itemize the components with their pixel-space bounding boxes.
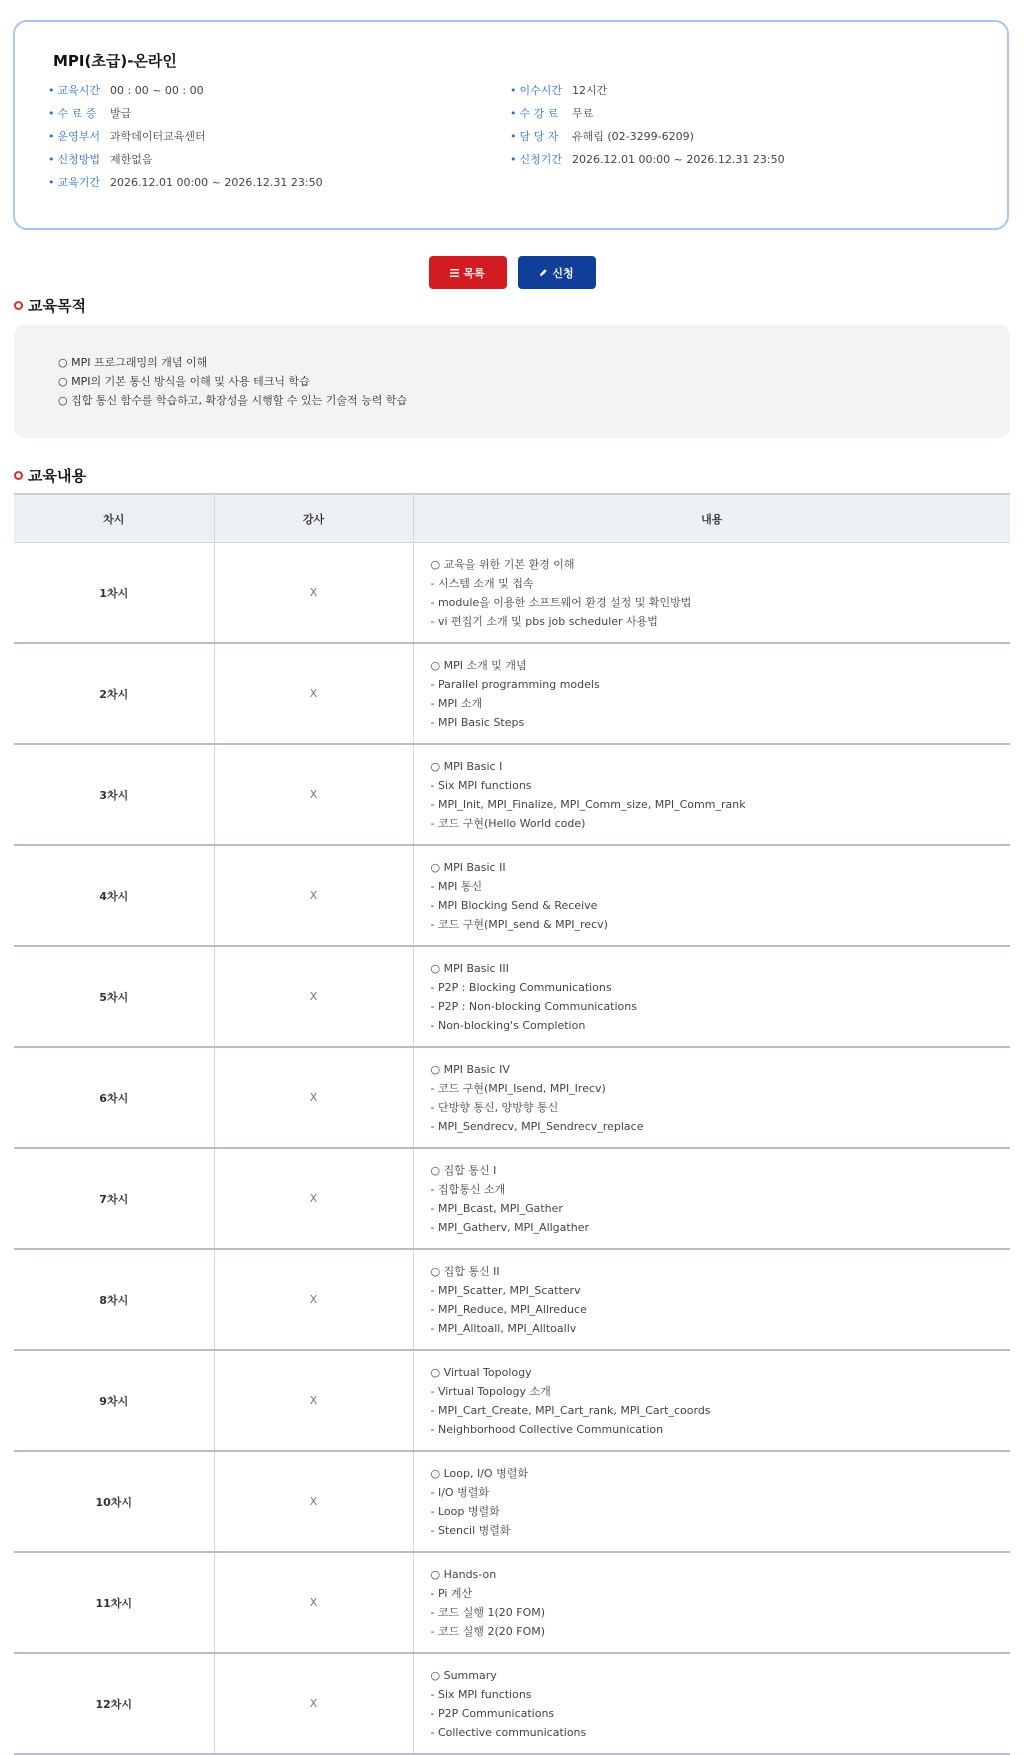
table-row (14, 1047, 1010, 1148)
info-label: • 수 강 료 (510, 107, 572, 121)
purpose-box (14, 325, 1010, 438)
info-label: • 담 당 자 (510, 130, 572, 144)
info-label: • 신청방법 (48, 153, 110, 167)
content-line: - MPI Blocking Send & Receive (430, 898, 598, 912)
content-cell (413, 744, 1010, 845)
course-title: MPI(초급)-온라인 (53, 52, 177, 70)
content-line: ○ MPI Basic IV (430, 1062, 510, 1076)
content-line: - Parallel programming models (430, 677, 600, 691)
info-label: • 운영부서 (48, 130, 110, 144)
list-button[interactable] (429, 256, 507, 289)
apply-button[interactable] (518, 256, 596, 289)
content-line: ○ 집합 통신 II (430, 1264, 500, 1278)
content-line: ○ Summary (430, 1668, 497, 1682)
curriculum-table (14, 493, 1010, 1755)
apply-button-label: 신청 (552, 266, 574, 280)
info-row-edu-period (48, 176, 323, 190)
content-line: - MPI_Sendrecv, MPI_Sendrecv_replace (430, 1119, 644, 1133)
info-label: • 이수시간 (510, 84, 572, 98)
content-line: - module을 이용한 소프트웨어 환경 설정 및 확인방법 (430, 595, 692, 609)
content-line: - Loop 병렬화 (430, 1504, 500, 1518)
course-info-box (13, 20, 1009, 230)
header-instructor: 강사 (214, 494, 413, 543)
content-line: - Non-blocking's Completion (430, 1018, 586, 1032)
content-line: - MPI 통신 (430, 879, 483, 893)
content-cell (413, 1350, 1010, 1451)
content-line: ○ MPI Basic III (430, 961, 509, 975)
instructor-cell: X (214, 1552, 413, 1653)
purpose-title-text: 교육목적 (28, 297, 86, 315)
content-line: - Pi 계산 (430, 1586, 473, 1600)
table-header-row (14, 494, 1010, 543)
content-line: - 코드 구현(MPI_send & MPI_recv) (430, 917, 608, 931)
content-cell (413, 643, 1010, 744)
content-line: - MPI_Bcast, MPI_Gather (430, 1201, 563, 1215)
content-line: - Collective communications (430, 1725, 587, 1739)
session-cell: 9차시 (14, 1350, 214, 1451)
table-row (14, 1249, 1010, 1350)
info-value: 유해림 (02-3299-6209) (572, 130, 694, 143)
purpose-item: ○ 집합 통신 함수를 학습하고, 확장성을 시행할 수 있는 기술적 능력 학습 (58, 394, 408, 407)
circle-bullet-icon (14, 301, 23, 310)
content-line: ○ 교육을 위한 기본 환경 이해 (430, 557, 575, 571)
info-label: • 신청기간 (510, 153, 572, 167)
instructor-cell: X (214, 643, 413, 744)
instructor-cell: X (214, 1653, 413, 1754)
info-row-apply-period (510, 153, 785, 167)
info-row-contact (510, 130, 694, 144)
content-line: - MPI_Scatter, MPI_Scatterv (430, 1283, 581, 1297)
content-line: ○ 집합 통신 I (430, 1163, 497, 1177)
info-value: 무료 (572, 107, 594, 120)
info-row-fee (510, 107, 593, 121)
content-line: - Stencil 병렬화 (430, 1523, 511, 1537)
table-row (14, 744, 1010, 845)
content-line: - 코드 실행 2(20 FOM) (430, 1624, 546, 1638)
table-row (14, 1653, 1010, 1754)
info-value: 과학데이터교육센터 (110, 130, 206, 143)
curriculum-title-text: 교육내용 (28, 467, 86, 485)
content-cell (413, 845, 1010, 946)
table-row (14, 1552, 1010, 1653)
content-line: - MPI_Gatherv, MPI_Allgather (430, 1220, 589, 1234)
instructor-cell: X (214, 744, 413, 845)
content-line: - MPI_Alltoall, MPI_Alltoallv (430, 1321, 577, 1335)
content-cell (413, 1451, 1010, 1552)
content-cell (413, 1148, 1010, 1249)
content-line: - MPI_Cart_Create, MPI_Cart_rank, MPI_Cart_coords (430, 1403, 711, 1417)
content-line: - Neighborhood Collective Communication (430, 1422, 664, 1436)
content-line: ○ MPI Basic II (430, 860, 506, 874)
content-line: - 코드 실행 1(20 FOM) (430, 1605, 546, 1619)
table-row (14, 1350, 1010, 1451)
info-row-apply-method (48, 153, 153, 167)
session-cell: 12차시 (14, 1653, 214, 1754)
content-line: ○ Hands-on (430, 1567, 497, 1581)
info-row-department (48, 130, 206, 144)
instructor-cell: X (214, 1451, 413, 1552)
content-line: - MPI_Reduce, MPI_Allreduce (430, 1302, 587, 1316)
content-line: - 단방향 통신, 양방향 통신 (430, 1100, 559, 1114)
session-cell: 3차시 (14, 744, 214, 845)
content-line: - P2P : Non-blocking Communications (430, 999, 637, 1013)
table-row (14, 845, 1010, 946)
info-value: 2026.12.01 00:00 ~ 2026.12.31 23:50 (110, 176, 323, 189)
session-cell: 10차시 (14, 1451, 214, 1552)
content-cell (413, 1653, 1010, 1754)
info-value: 발급 (110, 107, 132, 120)
instructor-cell: X (214, 543, 413, 644)
session-cell: 2차시 (14, 643, 214, 744)
table-row (14, 1451, 1010, 1552)
purpose-section-title (14, 295, 86, 316)
content-line: - MPI 소개 (430, 696, 483, 710)
content-cell (413, 946, 1010, 1047)
content-line: - 시스템 소개 및 접속 (430, 576, 534, 590)
session-cell: 1차시 (14, 543, 214, 644)
content-cell (413, 543, 1010, 644)
action-buttons (0, 256, 1024, 289)
instructor-cell: X (214, 1249, 413, 1350)
table-row (14, 1148, 1010, 1249)
content-line: ○ MPI Basic I (430, 759, 503, 773)
content-line: ○ Virtual Topology (430, 1365, 532, 1379)
info-row-certificate (48, 107, 131, 121)
purpose-item: ○ MPI의 기본 통신 방식을 이해 및 사용 테크닉 학습 (58, 375, 310, 388)
purpose-item: ○ MPI 프로그래밍의 개념 이해 (58, 356, 208, 369)
info-label: • 교육시간 (48, 84, 110, 98)
purpose-list (58, 353, 407, 410)
content-line: - 코드 구현(MPI_Isend, MPI_Irecv) (430, 1081, 606, 1095)
info-row-hours (510, 84, 607, 98)
content-line: - P2P : Blocking Communications (430, 980, 612, 994)
table-row (14, 543, 1010, 644)
content-line: - 코드 구현(Hello World code) (430, 816, 586, 830)
table-row (14, 643, 1010, 744)
curriculum-section-title (14, 465, 86, 486)
instructor-cell: X (214, 845, 413, 946)
info-value: 2026.12.01 00:00 ~ 2026.12.31 23:50 (572, 153, 785, 166)
edit-icon (539, 268, 548, 277)
info-row-time (48, 84, 204, 98)
content-line: - Virtual Topology 소개 (430, 1384, 551, 1398)
session-cell: 7차시 (14, 1148, 214, 1249)
instructor-cell: X (214, 1350, 413, 1451)
session-cell: 8차시 (14, 1249, 214, 1350)
info-value: 00 : 00 ~ 00 : 00 (110, 84, 204, 97)
info-value: 12시간 (572, 84, 608, 97)
content-cell (413, 1552, 1010, 1653)
content-line: - I/O 병렬화 (430, 1485, 489, 1499)
content-line: - Six MPI functions (430, 778, 532, 792)
header-content: 내용 (413, 494, 1010, 543)
info-label: • 수 료 증 (48, 107, 110, 121)
content-line: ○ Loop, I/O 병렬화 (430, 1466, 528, 1480)
list-icon (450, 269, 459, 277)
table-row (14, 946, 1010, 1047)
instructor-cell: X (214, 1047, 413, 1148)
circle-bullet-icon (14, 471, 23, 480)
content-line: - MPI Basic Steps (430, 715, 525, 729)
session-cell: 11차시 (14, 1552, 214, 1653)
session-cell: 5차시 (14, 946, 214, 1047)
info-value: 제한없음 (110, 153, 153, 166)
content-cell (413, 1047, 1010, 1148)
content-line: - 집합통신 소개 (430, 1182, 506, 1196)
content-line: - P2P Communications (430, 1706, 555, 1720)
info-label: • 교육기간 (48, 176, 110, 190)
content-line: ○ MPI 소개 및 개념 (430, 658, 527, 672)
header-session: 차시 (14, 494, 214, 543)
list-button-label: 목록 (463, 266, 485, 280)
instructor-cell: X (214, 946, 413, 1047)
content-cell (413, 1249, 1010, 1350)
content-line: - Six MPI functions (430, 1687, 532, 1701)
content-line: - MPI_Init, MPI_Finalize, MPI_Comm_size, MPI_Comm_rank (430, 797, 746, 811)
instructor-cell: X (214, 1148, 413, 1249)
session-cell: 6차시 (14, 1047, 214, 1148)
content-line: - vi 편집기 소개 및 pbs job scheduler 사용법 (430, 614, 658, 628)
session-cell: 4차시 (14, 845, 214, 946)
